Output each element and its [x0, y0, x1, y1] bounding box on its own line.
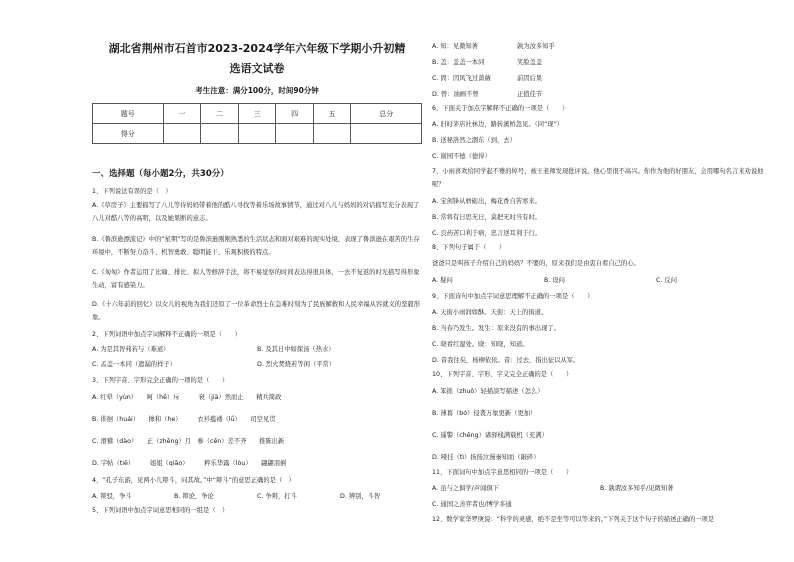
score-header-cell: 题号 — [93, 104, 164, 124]
option-text: 孰为汝多知乎 — [517, 43, 555, 50]
option-text: 正值佳节 — [517, 91, 543, 98]
question-stem: 8、下列句子属于（ ） — [432, 244, 506, 251]
score-cell[interactable] — [201, 124, 239, 144]
exam-note: 考生注意：满分100分，时间90分钟 — [195, 86, 319, 95]
score-table — [92, 103, 422, 144]
option-text: A. 知：见微知著 — [432, 43, 478, 50]
question-stem: 10、下列字音、字形、字义完全正确的是（ ） — [432, 371, 573, 378]
score-header-cell: 一 — [163, 104, 201, 124]
score-header-cell: 五 — [313, 104, 351, 124]
option-text: B.《鲁滨逊漂流记》中的“星期”写的是鲁滨逊刚刚熟悉的生活状态和面对艰难的现实处境，表现了鲁滨逊在艰苦的生存环境中，不断努力奋斗、机智勇敢、聪明能干、乐观积极的特点。 — [92, 236, 420, 256]
option-text: B. 孰谓汝多知乎/见微知著 — [600, 485, 674, 492]
option-text: D. 烈火焚烧若等闲（平常） — [257, 361, 336, 368]
option-text: C. 固：因风飞过蔷薇 — [432, 75, 491, 82]
option-text: C.《匆匆》作者运用了比喻、排比、拟人等修辞手法，将不易觉察的时间表达得很具体，一去不复返的时光描写得形象生动，富有感染力。 — [92, 269, 420, 289]
score-cell[interactable] — [276, 124, 314, 144]
score-cell[interactable] — [351, 124, 422, 144]
option-text: C. 通国之善弈者也/博学多通 — [432, 501, 512, 508]
option-text: B. 盖：盖盖一本同 — [432, 59, 485, 66]
score-row-label: 得分 — [93, 124, 164, 144]
question-stem: 4、“孔子东游，见两小儿辩斗，问其故。”中“辩斗”的意思正确的是（ ） — [92, 477, 295, 484]
question-stem: 12、数学家华罗庚说：“科学的灵感，绝不是坐等可以等来的。”下列关于这个句子的描述正确的一项是 — [432, 516, 715, 523]
option-text: A. 旧时茅店社林边，路转溪桥忽见。（同“现”） — [432, 121, 564, 128]
option-text: B. 设问 — [544, 277, 565, 284]
question-stem: 6、下面关于加点字解释不正确的一项是（ ） — [432, 105, 569, 112]
option-text: B. 薄暮（bó）侵袭万象更新（更加） — [432, 410, 537, 417]
option-text: A. 辩驳，争斗 — [92, 493, 132, 500]
right-column — [432, 0, 772, 562]
question-sentence: 爸爸只是叫孩子介绍自己的妈妈？不要的，原来我们是由衷自看自己的心。 — [432, 260, 640, 267]
question-stem: 1、下列说法有误的是（ ） — [92, 188, 172, 195]
option-text: A. 虽与之俱学/声闻俱下 — [432, 485, 499, 492]
option-text: D. 字帖（tiě） 姐姐（qiāo） 粹乐华露（lòu） 翩翩羽倒 — [92, 460, 287, 467]
score-table-score-row — [93, 124, 422, 144]
option-text: 笑脸盖盖 — [517, 59, 543, 66]
question-stem: 7、小雨喜欢给同学起不雅的绰号，被王老师发现批评说。他心里很不高兴。你作为他的好朋友，会用哪句名言来劝说他呢？ — [432, 168, 764, 188]
option-text: D. 辨别，斗智 — [340, 493, 381, 500]
option-text: C. 良药苦口利于病，忠言逆耳利于行。 — [432, 230, 542, 237]
option-text: D. 哑挂（tì）扬扬泣漫秦知而（敲碎） — [432, 454, 540, 461]
option-text: C. 谢园不德（德得） — [432, 153, 491, 160]
option-text: C. 遥警（chēng）诸驿栈满载机（充满） — [432, 432, 548, 439]
question-stem: 5、下列词语中加点字词意思相同的一组是（ ） — [92, 507, 229, 514]
exam-title-line1: 湖北省荆州市石首市2023-2024学年六年级下学期小升初精 — [108, 42, 406, 55]
option-text: B. 及其日中如探汤（热水） — [257, 346, 335, 353]
option-text: D. 昔我往矣，杨柳依依。昔：过去，指出征以从军。 — [432, 357, 580, 364]
option-text: 前因后果 — [517, 75, 543, 82]
option-text: A. 红晕（yùn） 呵（hē）斥 衰（jià）然而止 精兵简政 — [92, 394, 282, 401]
option-text: B. 辩论，争论 — [174, 493, 214, 500]
section-heading: 一、选择题（每小题2分，共30分） — [92, 169, 229, 179]
option-text: A. 疑问 — [432, 277, 453, 284]
score-table-header-row — [93, 104, 422, 124]
question-stem: 11、下面词句中加点字意思相同的一项是（ ） — [432, 469, 573, 476]
question-stem: 2、下列词语中加点字词解释不正确的一项是（ ） — [92, 331, 241, 338]
score-cell[interactable] — [238, 124, 276, 144]
option-text: C. 孟盖一本同（遗漏的样子） — [92, 361, 176, 368]
option-text: C. 晓看红湿处。晓：知晓，知道。 — [432, 341, 529, 348]
question-stem: 3、下列字音、字形完全正确的一项的是（ ） — [92, 377, 229, 384]
option-text: A. 天街小雨润如酥。天街：天上的街道。 — [432, 309, 548, 316]
left-column — [92, 0, 422, 562]
option-text: C. 滑稽（dào） 正（zhēng）月 参（cēn）差不齐 推陈出新 — [92, 438, 285, 445]
option-text: A. 笨拙（zhuō）轻描淡写描述（怎么） — [432, 388, 544, 395]
score-cell[interactable] — [163, 124, 201, 144]
option-text: C. 反问 — [656, 277, 677, 284]
option-text: B. 送秘洛然之涸东（到，去） — [432, 137, 516, 144]
score-header-cell: 三 — [238, 104, 276, 124]
option-text: B. 当春乃发生。发生：原来没有的事出现了。 — [432, 325, 560, 332]
option-text: C. 争辩，打斗 — [257, 493, 297, 500]
option-text: A. 为是其智弗若与（难道） — [92, 346, 170, 353]
score-header-cell: 四 — [276, 104, 314, 124]
question-stem: 9、下面诗句中加点字词意思理解不正确的一项是（ ） — [432, 293, 594, 300]
option-text: B. 常将有日思无日，莫把无时当有时。 — [432, 214, 542, 221]
exam-title-line2: 选语文试卷 — [229, 62, 285, 75]
option-text: D.《十六年前的回忆》以女儿的视角为我们还原了一位革命烈士在急难时刻为了民族解救和人民幸福从容就义的坚毅形象。 — [92, 301, 420, 321]
score-header-cell: 总分 — [351, 104, 422, 124]
option-text: D. 曾：油画不曾 — [432, 91, 479, 98]
option-text: B. 徘徊（huái） 掺和（he） 衣衫褴褛（lǚ） 司空见贯 — [92, 416, 276, 423]
score-header-cell: 二 — [201, 104, 239, 124]
option-text: A. 宝剑锋从磨砺出，梅花香自苦寒来。 — [432, 198, 541, 205]
option-text: A.《草房子》主要描写了八儿等待妈妈带着他的酷八寻找等着乐场故事情节，通过对八儿与妈妈的对话描写充分表现了八儿对酷八等的高明，以及她果断的意志。 — [92, 202, 420, 222]
score-cell[interactable] — [313, 124, 351, 144]
